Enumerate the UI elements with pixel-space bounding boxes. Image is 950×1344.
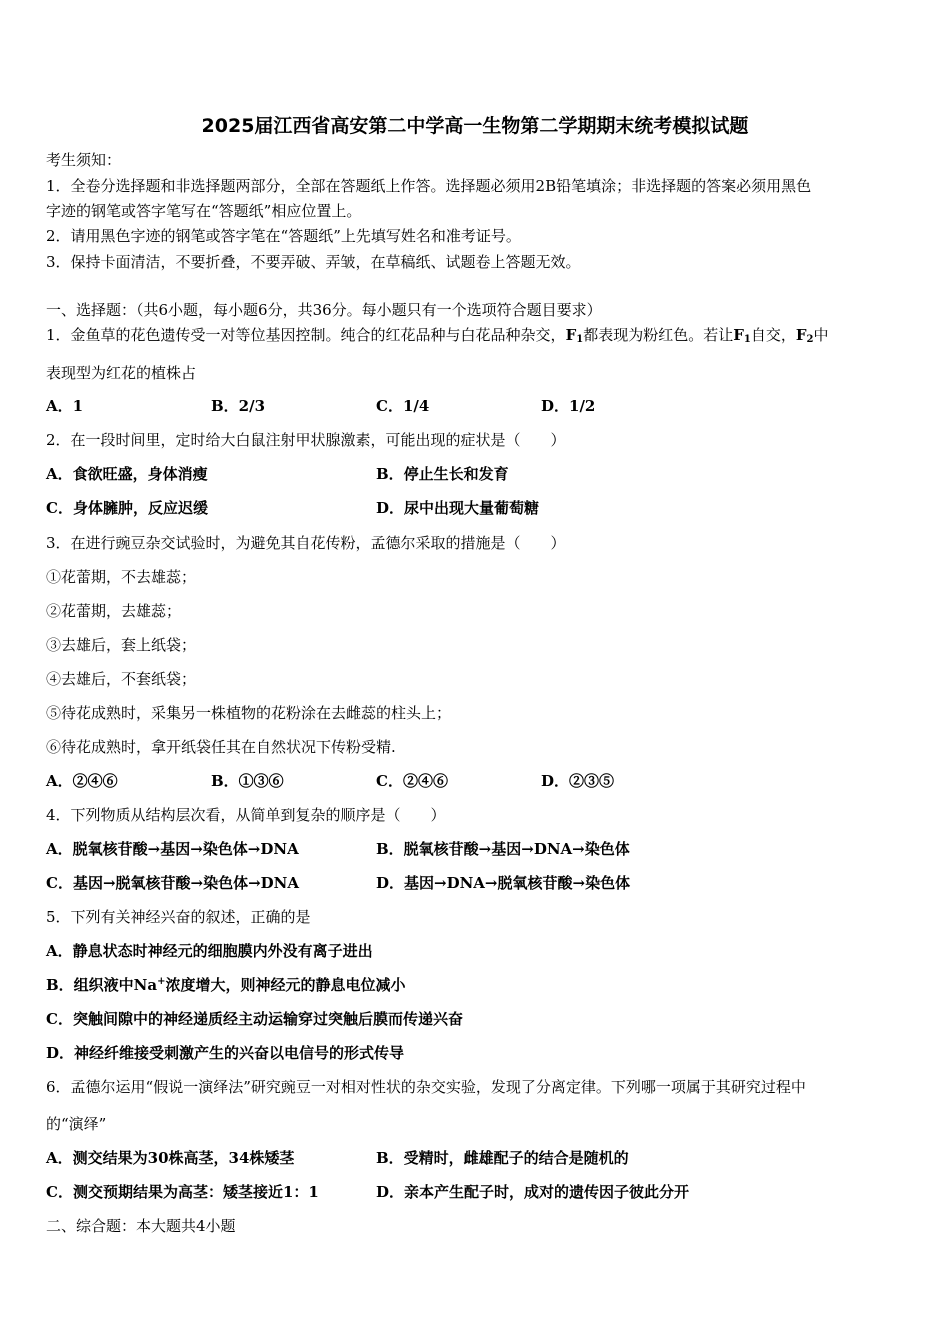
q6-option-b: B．受精时，雌雄配子的结合是随机的 bbox=[376, 1149, 629, 1167]
q1-f2: $F_2$ bbox=[795, 326, 814, 345]
q3-item: ⑤待花成熟时，采集另一株植物的花粉涂在去雌蕊的柱头上； bbox=[46, 704, 452, 722]
q3-item: ③去雄后，套上纸袋； bbox=[46, 636, 197, 654]
question-1-stem bbox=[46, 325, 828, 345]
q1-stem-part: 1．金鱼草的花色遗传受一对等位基因控制。纯合的红花品种与白花品种杂交， bbox=[46, 326, 566, 344]
q1-option-b: B．2/3 bbox=[211, 397, 266, 415]
question-3-stem: 3．在进行豌豆杂交试验时，为避免其自花传粉，孟德尔采取的措施是（ ） bbox=[46, 534, 566, 552]
section-heading-choice: 一、选择题：（共6小题，每小题6分，共36分。每小题只有一个选项符合题目要求） bbox=[46, 301, 602, 319]
q3-option-c: C．②④⑥ bbox=[376, 772, 448, 790]
q5-option-c: C．突触间隙中的神经递质经主动运输穿过突触后膜而传递兴奋 bbox=[46, 1010, 463, 1028]
q5-option-b: B．组织液中Na+浓度增大，则神经元的静息电位减小 bbox=[46, 976, 406, 994]
q5-option-d: D．神经纤维接受刺激产生的兴奋以电信号的形式传导 bbox=[46, 1044, 405, 1062]
q3-option-b: B．①③⑥ bbox=[211, 772, 284, 790]
q2-option-b: B．停止生长和发育 bbox=[376, 465, 509, 483]
question-2-stem: 2．在一段时间里，定时给大白鼠注射甲状腺激素，可能出现的症状是（ ） bbox=[46, 431, 566, 449]
question-6-stem-cont: 的“演绎” bbox=[46, 1115, 107, 1133]
q3-option-a: A．②④⑥ bbox=[46, 772, 118, 790]
question-6-stem: 6．孟德尔运用“假说一演绎法”研究豌豆一对相对性状的杂交实验，发现了分离定律。下列哪一项属于其研究过程中 bbox=[46, 1078, 806, 1096]
question-1-stem-cont: 表现型为红花的植株占 bbox=[46, 364, 197, 382]
question-4-stem: 4．下列物质从结构层次看，从简单到复杂的顺序是（ ） bbox=[46, 806, 446, 824]
q1-f1: $F_1$ bbox=[565, 326, 584, 345]
q4-option-a: A．脱氧核苷酸→基因→染色体→DNA bbox=[46, 840, 299, 858]
q2-option-c: C．身体臃肿，反应迟缓 bbox=[46, 499, 208, 517]
question-5-stem: 5．下列有关神经兴奋的叙述，正确的是 bbox=[46, 908, 311, 926]
q2-option-d: D．尿中出现大量葡萄糖 bbox=[376, 499, 540, 517]
q6-option-d: D．亲本产生配子时，成对的遗传因子彼此分开 bbox=[376, 1183, 690, 1201]
q1-f1: $F_1$ bbox=[733, 326, 751, 345]
notice-item: 2．请用黑色字迹的钢笔或答字笔在“答题纸”上先填写姓名和准考证号。 bbox=[46, 227, 521, 245]
q3-item: ①花蕾期，不去雄蕊； bbox=[46, 568, 197, 586]
page-title: 2025届江西省高安第二中学高一生物第二学期期末统考模拟试题 bbox=[201, 115, 749, 137]
notice-item: 字迹的钢笔或答字笔写在“答题纸”相应位置上。 bbox=[46, 202, 362, 220]
q3-option-d: D．②③⑤ bbox=[541, 772, 615, 790]
q3-item: ④去雄后，不套纸袋； bbox=[46, 670, 197, 688]
q6-option-c: C．测交预期结果为高茎：矮茎接近1：1 bbox=[46, 1183, 319, 1201]
q2-option-a: A．食欲旺盛，身体消瘦 bbox=[46, 465, 208, 483]
q4-option-d: D．基因→DNA→脱氧核苷酸→染色体 bbox=[376, 874, 631, 892]
q3-item: ⑥待花成熟时，拿开纸袋任其在自然状况下传粉受精. bbox=[46, 738, 396, 756]
q1-stem-part: 自交， bbox=[750, 326, 796, 344]
q4-option-c: C．基因→脱氧核苷酸→染色体→DNA bbox=[46, 874, 300, 892]
notice-heading: 考生须知： bbox=[46, 151, 122, 169]
q1-option-c: C．1/4 bbox=[376, 397, 430, 415]
q5-option-a: A．静息状态时神经元的细胞膜内外没有离子进出 bbox=[46, 942, 373, 960]
q3-item: ②花蕾期，去雄蕊； bbox=[46, 602, 182, 620]
q1-stem-part: 都表现为粉红色。若让 bbox=[583, 326, 734, 344]
section-heading-comprehensive: 二、综合题：本大题共4小题 bbox=[46, 1217, 236, 1235]
notice-item: 3．保持卡面清洁，不要折叠，不要弄破、弄皱，在草稿纸、试题卷上答题无效。 bbox=[46, 253, 581, 271]
q6-option-a: A．测交结果为30株高茎，34株矮茎 bbox=[46, 1149, 295, 1167]
q1-stem-part: 中 bbox=[813, 326, 829, 344]
q1-option-d: D．1/2 bbox=[541, 397, 596, 415]
q4-option-b: B．脱氧核苷酸→基因→DNA→染色体 bbox=[376, 840, 630, 858]
notice-item: 1．全卷分选择题和非选择题两部分，全部在答题纸上作答。选择题必须用2B铅笔填涂；非选择题的答案必须用黑色 bbox=[46, 177, 812, 195]
q1-option-a: A．1 bbox=[46, 397, 84, 415]
